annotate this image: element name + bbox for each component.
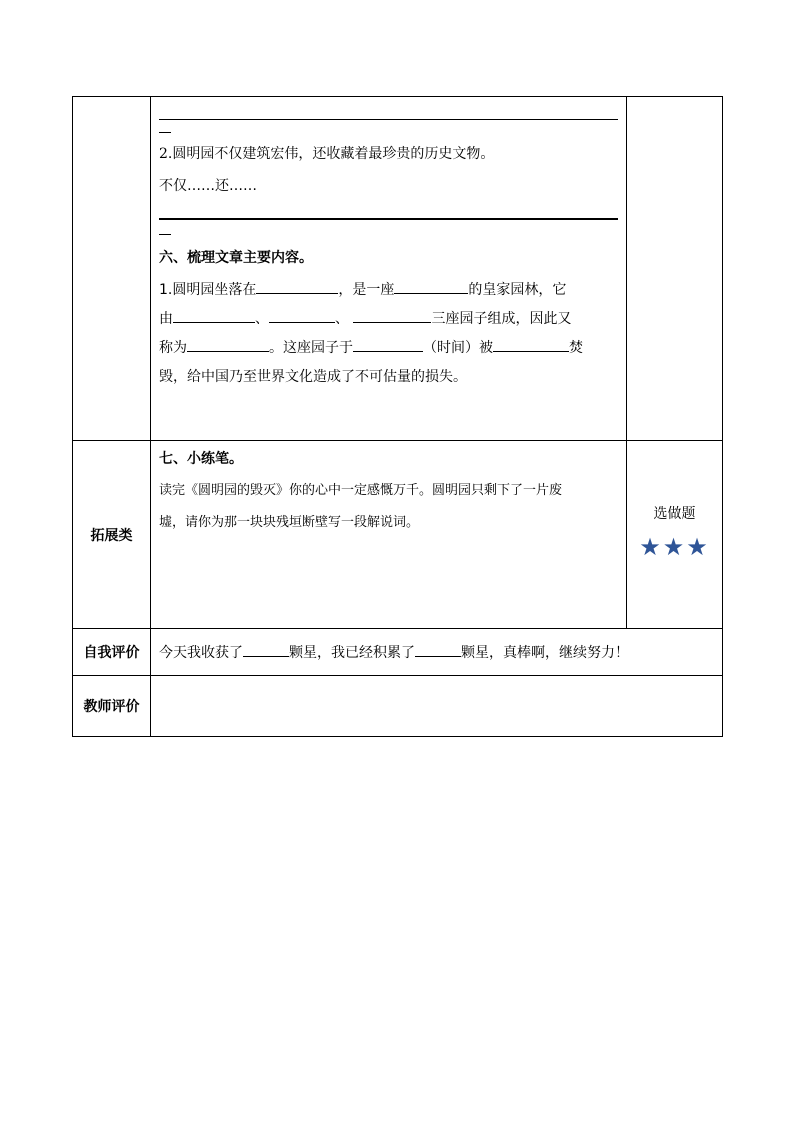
fill-text: 三座园子组成，因此又 bbox=[431, 311, 572, 327]
fill-text: 由 bbox=[159, 311, 173, 327]
blank-garden-2[interactable] bbox=[269, 308, 335, 323]
fill-text: 、 bbox=[335, 311, 349, 327]
section-7-title: 七、小练笔。 bbox=[159, 451, 243, 467]
self-eval-text: 颗星，我已经积累了 bbox=[289, 645, 415, 661]
row-label-extension: 拓展类 bbox=[73, 441, 151, 629]
blank-garden-1[interactable] bbox=[173, 308, 255, 323]
answer-line[interactable] bbox=[159, 218, 618, 220]
blank-alias[interactable] bbox=[187, 337, 269, 352]
optional-label: 选做题 bbox=[653, 506, 696, 522]
section-6-title: 六、梳理文章主要内容。 bbox=[159, 250, 313, 266]
row1-side-cell bbox=[627, 97, 723, 441]
fill-text: 。这座园子于 bbox=[269, 340, 353, 356]
self-eval-cell bbox=[151, 629, 723, 676]
writing-prompt-line-1: 读完《圆明园的毁灭》你的心中一定感慨万千。圆明园只剩下了一片废 bbox=[159, 483, 563, 498]
blank-stars-today[interactable] bbox=[243, 642, 289, 657]
fill-text: 1.圆明园坐落在 bbox=[159, 282, 257, 298]
row-teacher-eval bbox=[73, 676, 723, 737]
blank-type[interactable] bbox=[394, 279, 468, 294]
row-label-self-eval: 自我评价 bbox=[73, 629, 151, 676]
fill-text: 的皇家园林，它 bbox=[468, 282, 567, 298]
star-rating-icon: ★★★ bbox=[639, 533, 710, 561]
sentence-2: 2.圆明园不仅建筑宏伟，还收藏着最珍贵的历史文物。 bbox=[159, 146, 495, 162]
writing-prompt-line-2: 墟，请你为那一块块残垣断壁写一段解说词。 bbox=[159, 515, 420, 530]
blank-stars-total[interactable] bbox=[415, 642, 461, 657]
fill-text: 毁，给中国乃至世界文化造成了不可估量的损失。 bbox=[159, 369, 467, 385]
blank-location[interactable] bbox=[256, 279, 338, 294]
teacher-eval-cell[interactable] bbox=[151, 676, 723, 737]
answer-line-end bbox=[159, 226, 618, 242]
fill-text: （时间）被 bbox=[423, 340, 493, 356]
row-label-teacher-eval: 教师评价 bbox=[73, 676, 151, 737]
row-self-eval bbox=[73, 629, 723, 676]
fill-text: 焚 bbox=[569, 340, 583, 356]
blank-garden-3[interactable] bbox=[353, 308, 431, 323]
summary-fill-in bbox=[159, 276, 618, 392]
optional-cell bbox=[627, 441, 723, 629]
answer-line-end bbox=[159, 124, 618, 140]
fill-text: 称为 bbox=[159, 340, 187, 356]
answer-line[interactable] bbox=[159, 119, 618, 120]
self-eval-text: 今天我收获了 bbox=[159, 645, 243, 661]
fill-text: 、 bbox=[255, 311, 269, 327]
row-exercises bbox=[73, 97, 723, 441]
fill-text: ，是一座 bbox=[338, 282, 395, 298]
self-eval-text: 颗星，真棒啊，继续努力！ bbox=[461, 645, 629, 661]
blank-who[interactable] bbox=[493, 337, 569, 352]
row1-content-cell bbox=[151, 97, 627, 441]
row-extension bbox=[73, 441, 723, 629]
worksheet-table bbox=[72, 96, 723, 737]
sentence-pattern: 不仅……还…… bbox=[159, 178, 257, 194]
row1-label-cell bbox=[73, 97, 151, 441]
blank-time[interactable] bbox=[353, 337, 423, 352]
writing-task-cell bbox=[151, 441, 627, 629]
